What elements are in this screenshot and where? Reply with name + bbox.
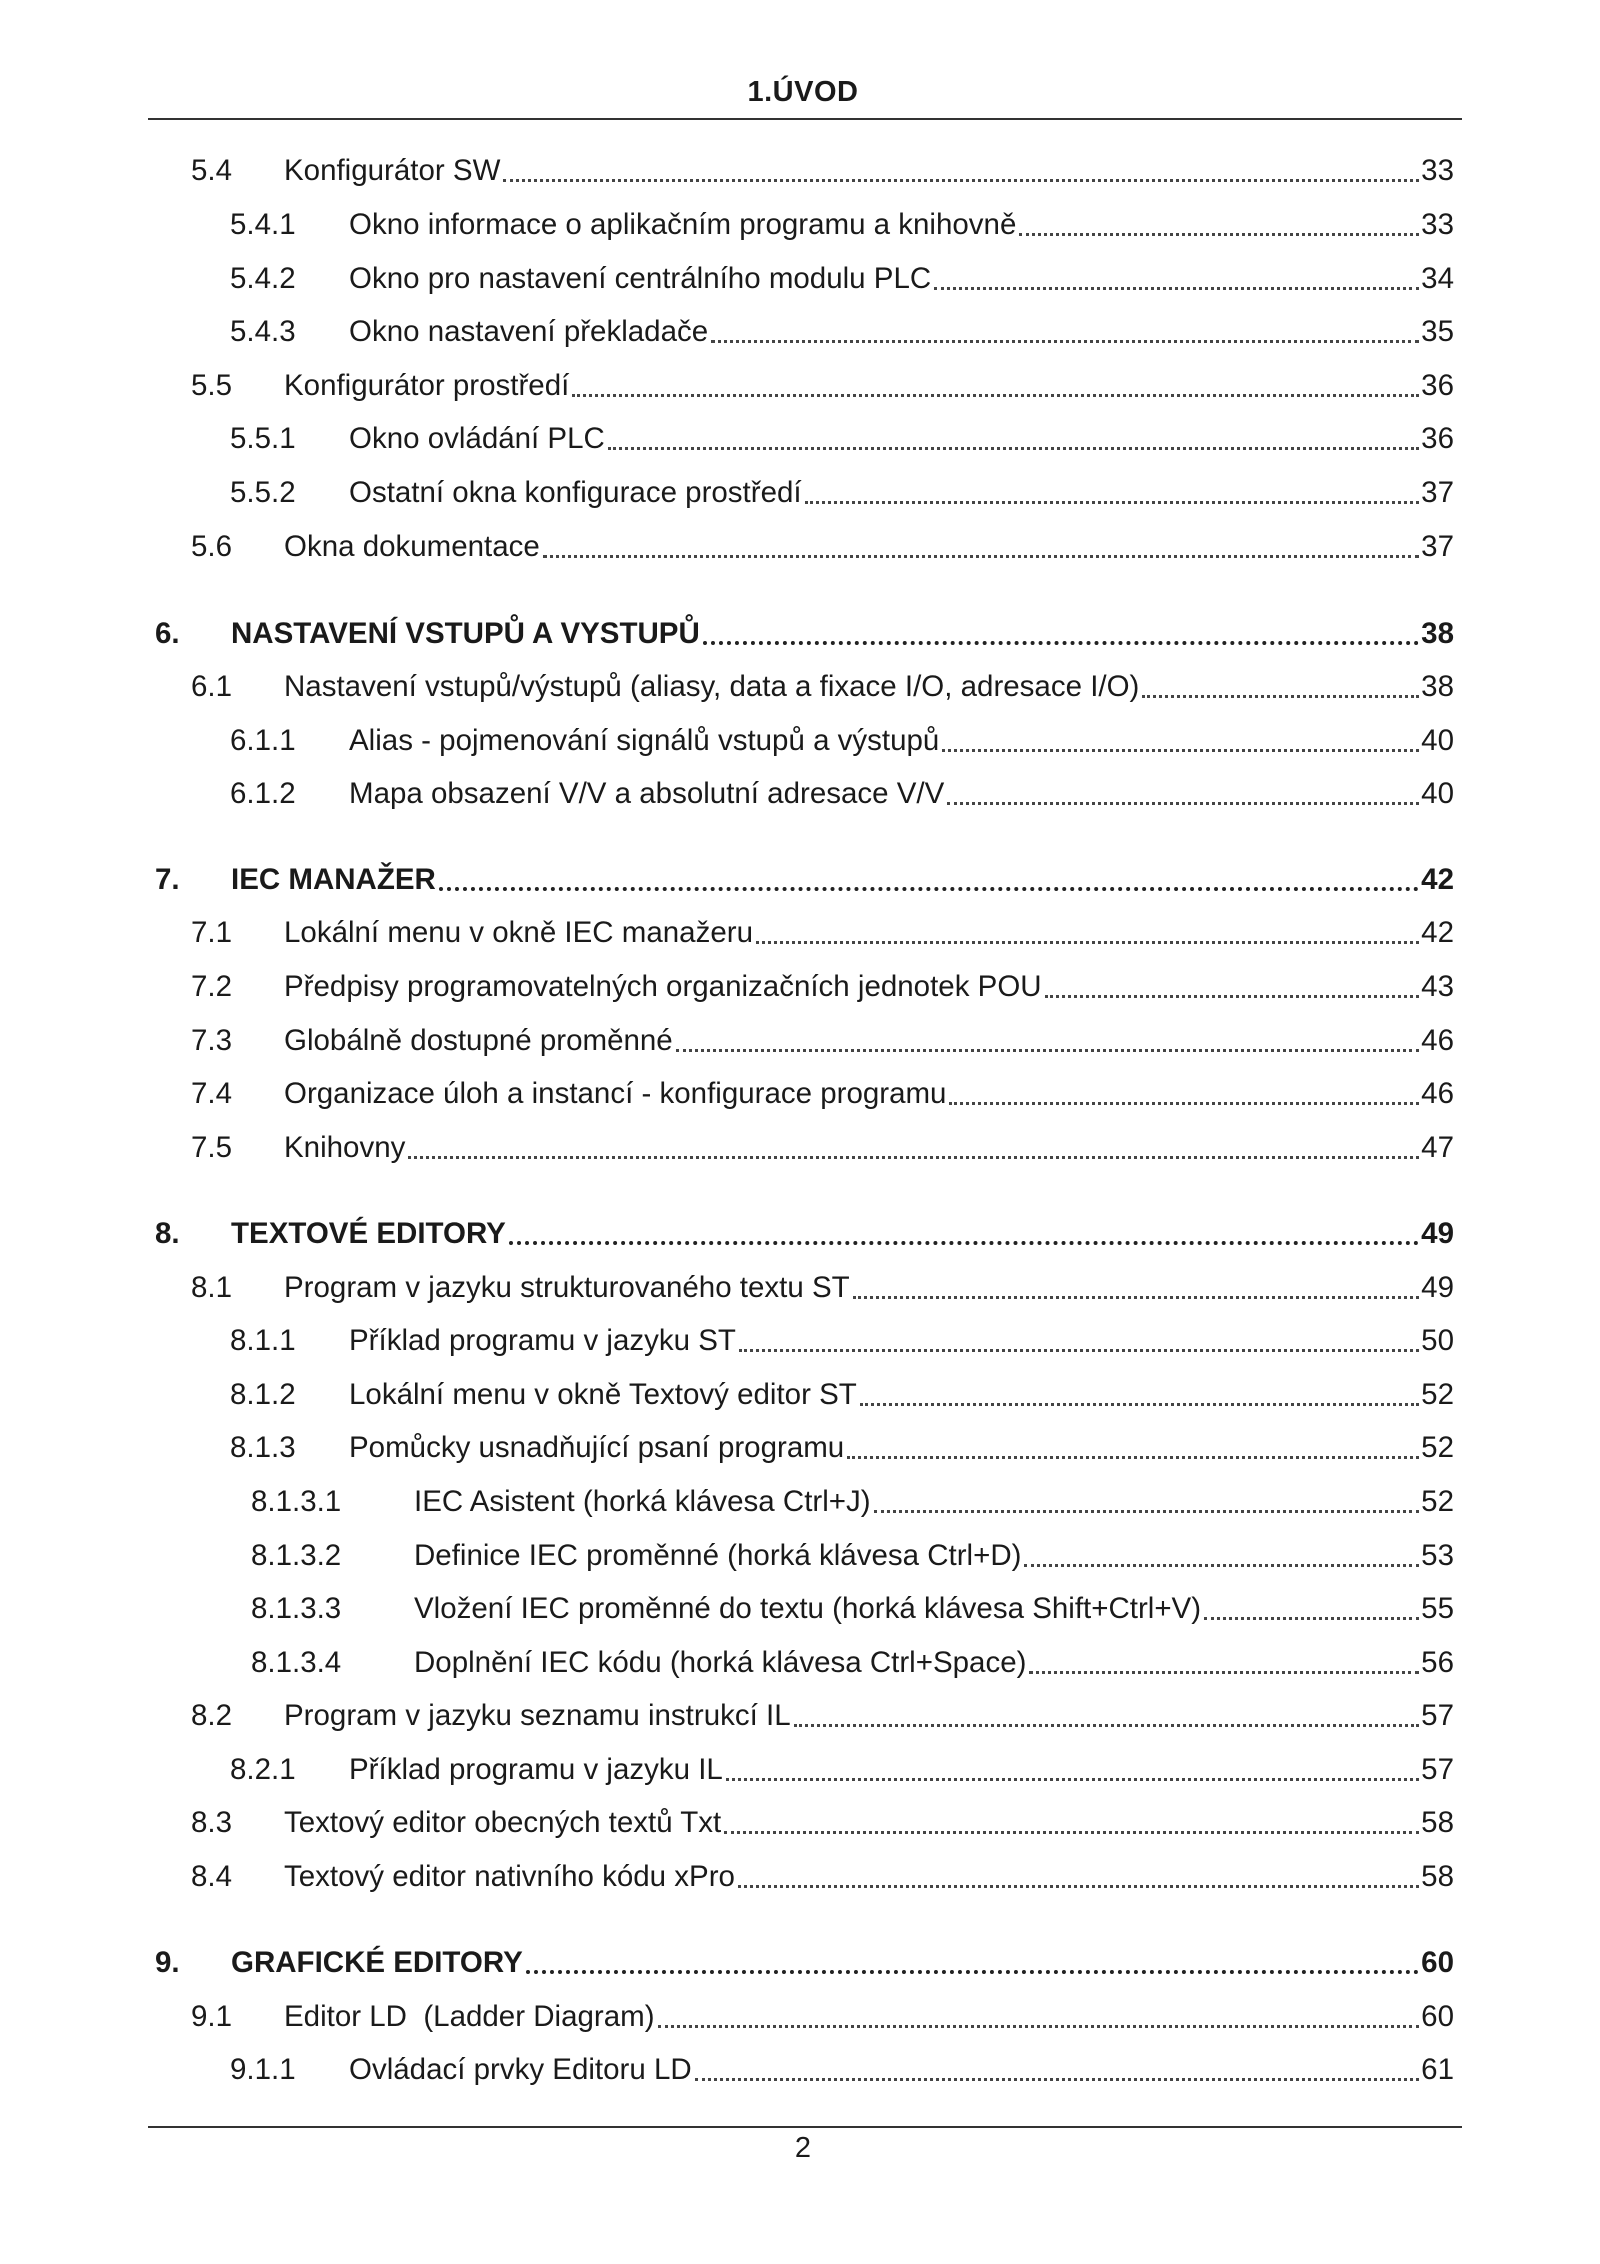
toc-title: Textový editor nativního kódu xPro — [284, 1860, 735, 1893]
toc-number: 8.4 — [191, 1860, 233, 1893]
toc-title: Organizace úloh a instancí - konfigurace programu — [284, 1077, 947, 1110]
dot-leader — [805, 501, 1420, 504]
toc-number: 8.1.3.1 — [251, 1485, 342, 1518]
toc-title: Lokální menu v okně IEC manažeru — [284, 916, 753, 949]
toc-entry[interactable] — [191, 667, 1454, 707]
dot-leader — [1024, 1564, 1419, 1567]
toc-number: 5.5.2 — [230, 476, 296, 509]
toc-entry[interactable] — [251, 1482, 1454, 1522]
toc-number: 8. — [155, 1217, 180, 1250]
toc-chapter[interactable] — [155, 1943, 1454, 1983]
toc-page-number: 58 — [1421, 1806, 1454, 1839]
toc-page-number: 60 — [1421, 1946, 1454, 1979]
toc-entry[interactable] — [230, 1375, 1454, 1415]
toc-entry[interactable] — [230, 473, 1454, 513]
toc-page-number: 33 — [1421, 154, 1454, 187]
toc-entry[interactable] — [191, 1857, 1454, 1897]
toc-number: 7.3 — [191, 1024, 233, 1057]
footer-rule — [148, 2126, 1462, 2128]
toc-title: Mapa obsazení V/V a absolutní adresace V/V — [349, 777, 945, 810]
toc-page-number: 38 — [1421, 670, 1454, 703]
dot-leader — [949, 1102, 1419, 1105]
dot-leader — [408, 1156, 1419, 1159]
toc-number: 8.1.1 — [230, 1324, 296, 1357]
dot-leader — [439, 887, 1419, 891]
toc-page-number: 52 — [1421, 1485, 1454, 1518]
toc-page-number: 53 — [1421, 1539, 1454, 1572]
toc-title: Textový editor obecných textů Txt — [284, 1806, 722, 1839]
toc-title: TEXTOVÉ EDITORY — [231, 1217, 506, 1250]
toc-number: 8.1.3 — [230, 1431, 296, 1464]
toc-entry[interactable] — [230, 1750, 1454, 1790]
toc-title: Příklad programu v jazyku ST — [349, 1324, 736, 1357]
toc-entry[interactable] — [191, 1074, 1454, 1114]
toc-title: Okno ovládání PLC — [349, 422, 605, 455]
toc-page-number: 52 — [1421, 1378, 1454, 1411]
toc-title: Globálně dostupné proměnné — [284, 1024, 673, 1057]
toc-title: Okno informace o aplikačním programu a knihovně — [349, 208, 1017, 241]
toc-page-number: 40 — [1421, 777, 1454, 810]
toc-number: 9. — [155, 1946, 180, 1979]
header-rule — [148, 118, 1462, 120]
toc-title: Předpisy programovatelných organizačních jednotek POU — [284, 970, 1042, 1003]
toc-number: 8.3 — [191, 1806, 233, 1839]
toc-entry[interactable] — [191, 967, 1454, 1007]
toc-page-number: 36 — [1421, 369, 1454, 402]
dot-leader — [676, 1049, 1419, 1052]
dot-leader — [503, 179, 1419, 182]
toc-entry[interactable] — [191, 1021, 1454, 1061]
toc-number: 5.4.3 — [230, 315, 296, 348]
toc-number: 6. — [155, 617, 180, 650]
toc-entry[interactable] — [230, 419, 1454, 459]
toc-entry[interactable] — [251, 1589, 1454, 1629]
toc-entry[interactable] — [191, 1128, 1454, 1168]
toc-title: Doplnění IEC kódu (horká klávesa Ctrl+Space) — [414, 1646, 1027, 1679]
toc-title: Ostatní okna konfigurace prostředí — [349, 476, 802, 509]
dot-leader — [947, 802, 1419, 805]
toc-entry[interactable] — [230, 259, 1454, 299]
toc-chapter[interactable] — [155, 860, 1454, 900]
dot-leader — [608, 447, 1419, 450]
toc-entry[interactable] — [230, 774, 1454, 814]
toc-entry[interactable] — [230, 1321, 1454, 1361]
toc-number: 6.1 — [191, 670, 233, 703]
toc-title: Příklad programu v jazyku IL — [349, 1753, 723, 1786]
toc-entry[interactable] — [230, 2050, 1454, 2090]
toc-page-number: 42 — [1421, 916, 1454, 949]
dot-leader — [794, 1724, 1420, 1727]
dot-leader — [1019, 233, 1419, 236]
toc-title: Program v jazyku strukturovaného textu ST — [284, 1271, 850, 1304]
toc-title: Pomůcky usnadňující psaní programu — [349, 1431, 845, 1464]
toc-title: Okna dokumentace — [284, 530, 540, 563]
toc-title: Ovládací prvky Editoru LD — [349, 2053, 692, 2086]
toc-title: Knihovny — [284, 1131, 406, 1164]
toc-title: Okno pro nastavení centrálního modulu PLC — [349, 262, 932, 295]
toc-page-number: 46 — [1421, 1077, 1454, 1110]
dot-leader — [874, 1510, 1420, 1513]
toc-title: NASTAVENÍ VSTUPŮ A VYSTUPŮ — [231, 617, 700, 650]
dot-leader — [934, 287, 1419, 290]
toc-page-number: 56 — [1421, 1646, 1454, 1679]
dot-leader — [739, 1349, 1419, 1352]
toc-page-number: 37 — [1421, 530, 1454, 563]
toc-number: 7. — [155, 863, 180, 896]
toc-title: Nastavení vstupů/výstupů (aliasy, data a fixace I/O, adresace I/O) — [284, 670, 1140, 703]
toc-number: 8.1.3.2 — [251, 1539, 342, 1572]
toc-entry[interactable] — [251, 1536, 1454, 1576]
toc-page-number: 57 — [1421, 1753, 1454, 1786]
toc-page-number: 58 — [1421, 1860, 1454, 1893]
running-header: 1.ÚVOD — [747, 76, 859, 108]
toc-number: 8.1.2 — [230, 1378, 296, 1411]
toc-number: 7.4 — [191, 1077, 233, 1110]
toc-number: 7.2 — [191, 970, 233, 1003]
toc-number: 9.1 — [191, 2000, 233, 2033]
toc-number: 8.1.3.3 — [251, 1592, 342, 1625]
dot-leader — [572, 394, 1419, 397]
dot-leader — [658, 2025, 1420, 2028]
toc-number: 7.5 — [191, 1131, 233, 1164]
toc-entry[interactable] — [191, 1268, 1454, 1308]
dot-leader — [1142, 695, 1419, 698]
toc-entry[interactable] — [191, 527, 1454, 567]
toc-page-number: 34 — [1421, 262, 1454, 295]
toc-number: 5.6 — [191, 530, 233, 563]
toc-number: 5.4.2 — [230, 262, 296, 295]
toc-page-number: 47 — [1421, 1131, 1454, 1164]
toc-number: 5.5.1 — [230, 422, 296, 455]
toc-chapter[interactable] — [155, 614, 1454, 654]
dot-leader — [703, 641, 1419, 645]
toc-title: GRAFICKÉ EDITORY — [231, 1946, 523, 1979]
toc-title: Vložení IEC proměnné do textu (horká klávesa Shift+Ctrl+V) — [414, 1592, 1202, 1625]
dot-leader — [711, 340, 1419, 343]
toc-number: 5.4.1 — [230, 208, 296, 241]
toc-page-number: 33 — [1421, 208, 1454, 241]
toc-entry[interactable] — [230, 205, 1454, 245]
toc-entry[interactable] — [191, 1997, 1454, 2037]
toc-title: Alias - pojmenování signálů vstupů a výstupů — [349, 724, 940, 757]
toc-number: 8.1 — [191, 1271, 233, 1304]
toc-entry[interactable] — [230, 721, 1454, 761]
dot-leader — [847, 1456, 1419, 1459]
toc-number: 9.1.1 — [230, 2053, 296, 2086]
toc-title: Okno nastavení překladače — [349, 315, 709, 348]
toc-title: Konfigurátor prostředí — [284, 369, 570, 402]
toc-number: 6.1.1 — [230, 724, 296, 757]
dot-leader — [726, 1778, 1419, 1781]
toc-page-number: 36 — [1421, 422, 1454, 455]
page-number: 2 — [794, 2132, 812, 2164]
toc-title: IEC MANAŽER — [231, 863, 436, 896]
toc-number: 6.1.2 — [230, 777, 296, 810]
dot-leader — [942, 749, 1419, 752]
dot-leader — [1204, 1617, 1419, 1620]
toc-page-number: 49 — [1421, 1217, 1454, 1250]
toc-number: 5.4 — [191, 154, 233, 187]
toc-page-number: 40 — [1421, 724, 1454, 757]
toc-entry[interactable] — [191, 366, 1454, 406]
toc-page-number: 55 — [1421, 1592, 1454, 1625]
toc-page-number: 52 — [1421, 1431, 1454, 1464]
dot-leader — [543, 555, 1419, 558]
toc-page-number: 35 — [1421, 315, 1454, 348]
dot-leader — [738, 1885, 1419, 1888]
toc-title: IEC Asistent (horká klávesa Ctrl+J) — [414, 1485, 871, 1518]
toc-number: 8.1.3.4 — [251, 1646, 342, 1679]
toc-title: Editor LD (Ladder Diagram) — [284, 2000, 655, 2033]
toc-entry[interactable] — [251, 1643, 1454, 1683]
toc-title: Definice IEC proměnné (horká klávesa Ctrl+D) — [414, 1539, 1022, 1572]
dot-leader — [853, 1296, 1420, 1299]
toc-chapter[interactable] — [155, 1214, 1454, 1254]
toc-title: Konfigurátor SW — [284, 154, 501, 187]
toc-page-number: 38 — [1421, 617, 1454, 650]
dot-leader — [724, 1831, 1419, 1834]
toc-entry[interactable] — [191, 913, 1454, 953]
dot-leader — [526, 1970, 1419, 1974]
toc-entry[interactable] — [191, 1803, 1454, 1843]
toc-page-number: 49 — [1421, 1271, 1454, 1304]
toc-entry[interactable] — [230, 1428, 1454, 1468]
toc-page-number: 43 — [1421, 970, 1454, 1003]
dot-leader — [756, 941, 1419, 944]
toc-page-number: 60 — [1421, 2000, 1454, 2033]
toc-page-number: 50 — [1421, 1324, 1454, 1357]
toc-entry[interactable] — [191, 1696, 1454, 1736]
dot-leader — [695, 2078, 1420, 2081]
toc-page-number: 61 — [1421, 2053, 1454, 2086]
toc-number: 5.5 — [191, 369, 233, 402]
dot-leader — [509, 1241, 1419, 1245]
toc-page-number: 37 — [1421, 476, 1454, 509]
toc-number: 7.1 — [191, 916, 233, 949]
toc-page-number: 46 — [1421, 1024, 1454, 1057]
toc-title: Lokální menu v okně Textový editor ST — [349, 1378, 857, 1411]
toc-entry[interactable] — [191, 151, 1454, 191]
toc-entry[interactable] — [230, 312, 1454, 352]
toc-number: 8.2.1 — [230, 1753, 296, 1786]
toc-page-number: 42 — [1421, 863, 1454, 896]
toc-title: Program v jazyku seznamu instrukcí IL — [284, 1699, 791, 1732]
dot-leader — [1029, 1671, 1419, 1674]
dot-leader — [1045, 995, 1420, 998]
toc-number: 8.2 — [191, 1699, 233, 1732]
dot-leader — [860, 1403, 1419, 1406]
toc-page-number: 57 — [1421, 1699, 1454, 1732]
